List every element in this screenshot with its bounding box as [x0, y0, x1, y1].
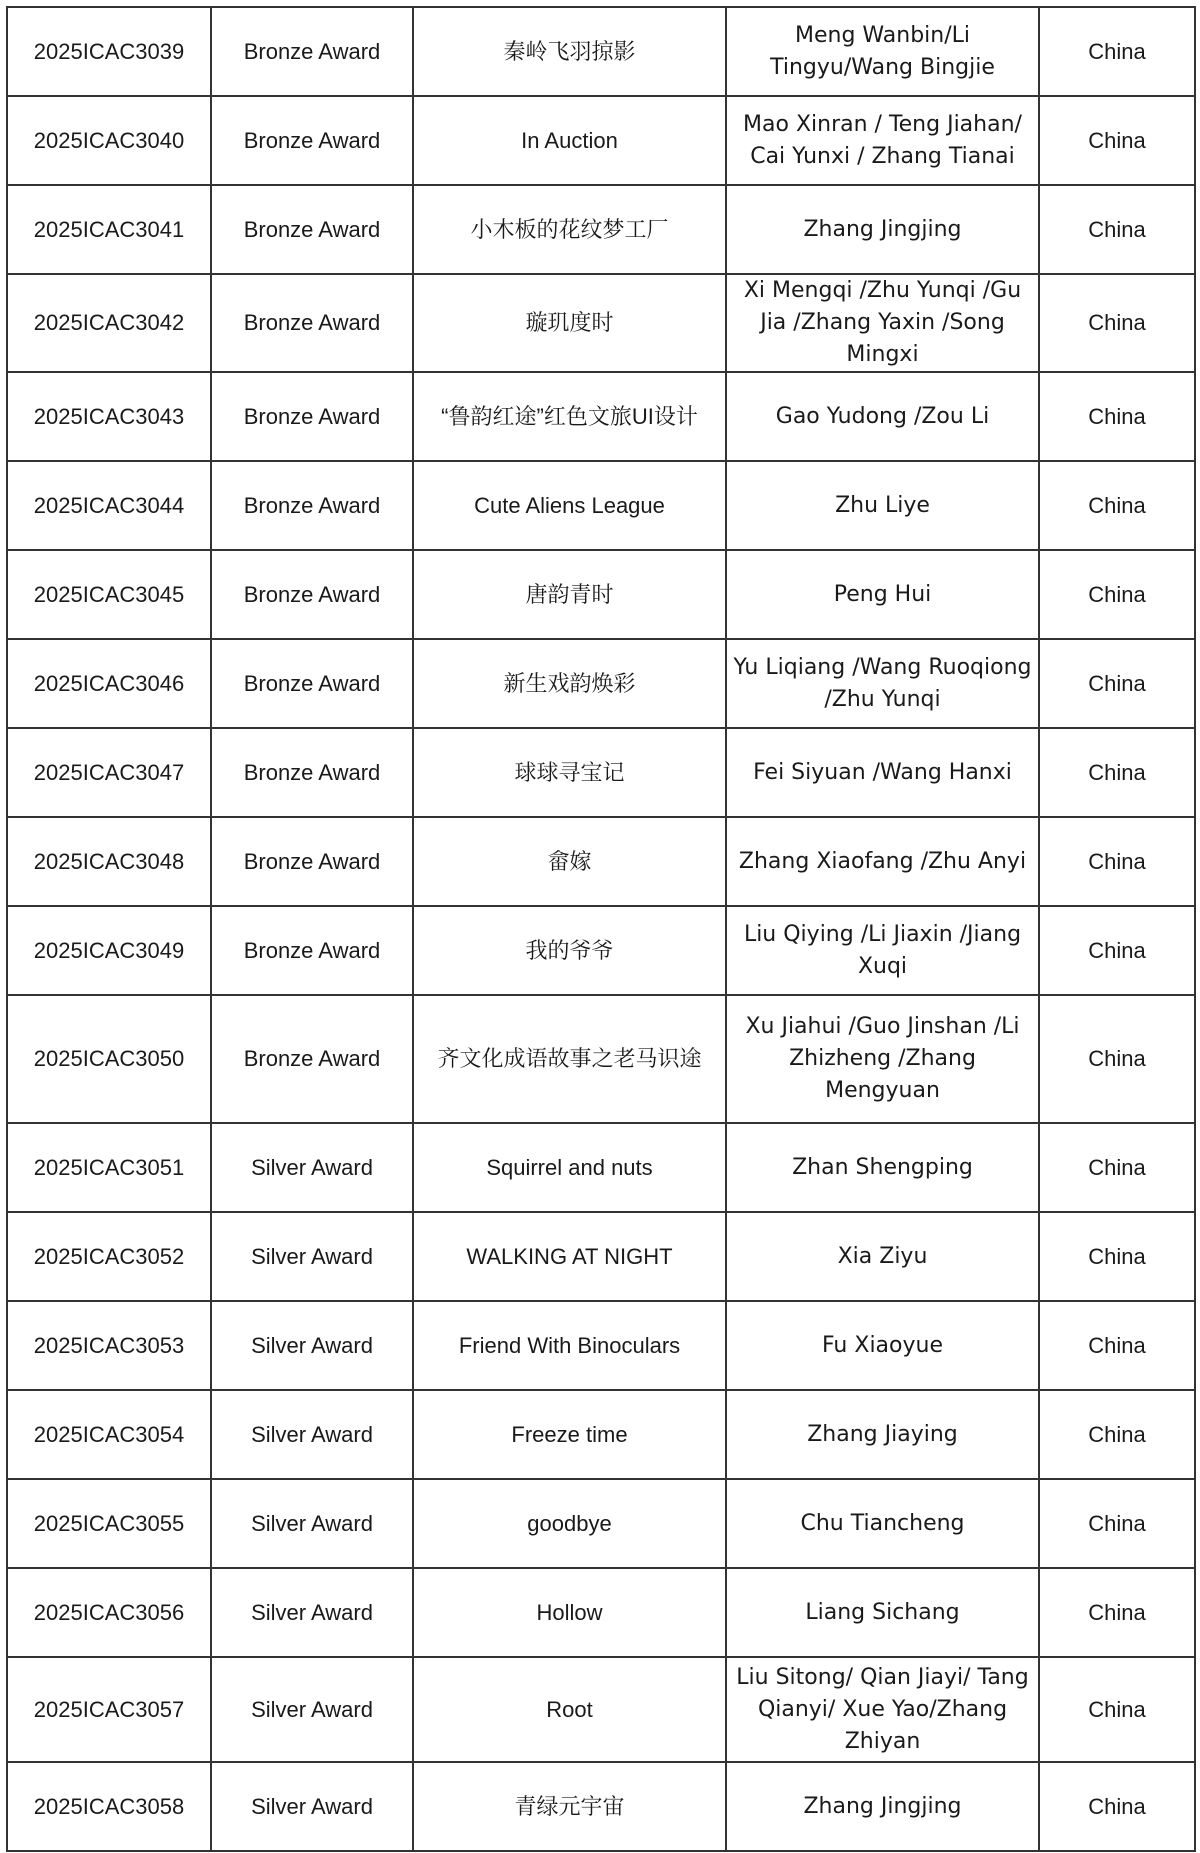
table-row: [7, 7, 1195, 96]
country: China: [1039, 1123, 1195, 1212]
author-names: Mao Xinran / Teng Jiahan/ Cai Yunxi / Zhang Tianai: [726, 96, 1039, 185]
author-names: Gao Yudong /Zou Li: [726, 372, 1039, 461]
award-level: Silver Award: [211, 1390, 413, 1479]
work-title: 青绿元宇宙: [413, 1762, 726, 1851]
table-row: [7, 185, 1195, 274]
work-title: 齐文化成语故事之老马识途: [413, 995, 726, 1123]
country: China: [1039, 7, 1195, 96]
entry-id: 2025ICAC3043: [7, 372, 211, 461]
table-row: [7, 1301, 1195, 1390]
country: China: [1039, 1657, 1195, 1762]
award-level: Silver Award: [211, 1479, 413, 1568]
entry-id: 2025ICAC3058: [7, 1762, 211, 1851]
table-row: [7, 817, 1195, 906]
author-names: Zhang Jingjing: [726, 185, 1039, 274]
entry-id: 2025ICAC3054: [7, 1390, 211, 1479]
entry-id: 2025ICAC3041: [7, 185, 211, 274]
country: China: [1039, 461, 1195, 550]
country: China: [1039, 1762, 1195, 1851]
table-row: [7, 639, 1195, 728]
award-results-table: [6, 6, 1196, 1852]
entry-id: 2025ICAC3053: [7, 1301, 211, 1390]
work-title: 我的爷爷: [413, 906, 726, 995]
author-names: Zhan Shengping: [726, 1123, 1039, 1212]
work-title: In Auction: [413, 96, 726, 185]
work-title: 小木板的花纹梦工厂: [413, 185, 726, 274]
work-title: Freeze time: [413, 1390, 726, 1479]
award-level: Bronze Award: [211, 461, 413, 550]
table-row: [7, 274, 1195, 372]
country: China: [1039, 728, 1195, 817]
work-title: Hollow: [413, 1568, 726, 1657]
author-names: Xi Mengqi /Zhu Yunqi /Gu Jia /Zhang Yaxin /Song Mingxi: [726, 274, 1039, 372]
award-level: Bronze Award: [211, 372, 413, 461]
work-title: 唐韵青时: [413, 550, 726, 639]
author-names: Liu Qiying /Li Jiaxin /Jiang Xuqi: [726, 906, 1039, 995]
entry-id: 2025ICAC3056: [7, 1568, 211, 1657]
award-level: Bronze Award: [211, 817, 413, 906]
author-names: Fu Xiaoyue: [726, 1301, 1039, 1390]
country: China: [1039, 1212, 1195, 1301]
country: China: [1039, 1568, 1195, 1657]
table-row: [7, 1212, 1195, 1301]
author-names: Zhang Jingjing: [726, 1762, 1039, 1851]
award-level: Silver Award: [211, 1657, 413, 1762]
author-names: Chu Tiancheng: [726, 1479, 1039, 1568]
entry-id: 2025ICAC3046: [7, 639, 211, 728]
author-names: Zhu Liye: [726, 461, 1039, 550]
table-row: [7, 1390, 1195, 1479]
award-level: Silver Award: [211, 1212, 413, 1301]
award-level: Bronze Award: [211, 728, 413, 817]
table-row: [7, 1657, 1195, 1762]
award-level: Bronze Award: [211, 550, 413, 639]
author-names: Meng Wanbin/Li Tingyu/Wang Bingjie: [726, 7, 1039, 96]
table-row: [7, 461, 1195, 550]
country: China: [1039, 185, 1195, 274]
author-names: Xia Ziyu: [726, 1212, 1039, 1301]
table-row: [7, 1568, 1195, 1657]
country: China: [1039, 639, 1195, 728]
author-names: Zhang Jiaying: [726, 1390, 1039, 1479]
work-title: WALKING AT NIGHT: [413, 1212, 726, 1301]
entry-id: 2025ICAC3050: [7, 995, 211, 1123]
table-row: [7, 906, 1195, 995]
author-names: Zhang Xiaofang /Zhu Anyi: [726, 817, 1039, 906]
work-title: 畲嫁: [413, 817, 726, 906]
entry-id: 2025ICAC3045: [7, 550, 211, 639]
award-level: Silver Award: [211, 1568, 413, 1657]
work-title: “鲁韵红途”红色文旅UI设计: [413, 372, 726, 461]
table-row: [7, 550, 1195, 639]
award-level: Bronze Award: [211, 185, 413, 274]
entry-id: 2025ICAC3044: [7, 461, 211, 550]
country: China: [1039, 995, 1195, 1123]
entry-id: 2025ICAC3048: [7, 817, 211, 906]
entry-id: 2025ICAC3042: [7, 274, 211, 372]
table-row: [7, 372, 1195, 461]
author-names: Peng Hui: [726, 550, 1039, 639]
author-names: Yu Liqiang /Wang Ruoqiong /Zhu Yunqi: [726, 639, 1039, 728]
award-level: Bronze Award: [211, 906, 413, 995]
author-names: Xu Jiahui /Guo Jinshan /Li Zhizheng /Zhang Mengyuan: [726, 995, 1039, 1123]
award-level: Silver Award: [211, 1301, 413, 1390]
country: China: [1039, 1301, 1195, 1390]
country: China: [1039, 372, 1195, 461]
table-row: [7, 96, 1195, 185]
work-title: 新生戏韵焕彩: [413, 639, 726, 728]
entry-id: 2025ICAC3057: [7, 1657, 211, 1762]
table-row: [7, 1123, 1195, 1212]
country: China: [1039, 274, 1195, 372]
table-row: [7, 1479, 1195, 1568]
entry-id: 2025ICAC3047: [7, 728, 211, 817]
entry-id: 2025ICAC3052: [7, 1212, 211, 1301]
work-title: Friend With Binoculars: [413, 1301, 726, 1390]
country: China: [1039, 1479, 1195, 1568]
entry-id: 2025ICAC3055: [7, 1479, 211, 1568]
table-row: [7, 728, 1195, 817]
entry-id: 2025ICAC3051: [7, 1123, 211, 1212]
table-row: [7, 1762, 1195, 1851]
entry-id: 2025ICAC3040: [7, 96, 211, 185]
work-title: Squirrel and nuts: [413, 1123, 726, 1212]
country: China: [1039, 1390, 1195, 1479]
work-title: 秦岭飞羽掠影: [413, 7, 726, 96]
entry-id: 2025ICAC3049: [7, 906, 211, 995]
award-level: Bronze Award: [211, 7, 413, 96]
award-level: Silver Award: [211, 1123, 413, 1212]
work-title: 球球寻宝记: [413, 728, 726, 817]
award-level: Bronze Award: [211, 995, 413, 1123]
author-names: Liu Sitong/ Qian Jiayi/ Tang Qianyi/ Xue Yao/Zhang Zhiyan: [726, 1657, 1039, 1762]
results-table-body: [7, 7, 1195, 1851]
author-names: Liang Sichang: [726, 1568, 1039, 1657]
table-row: [7, 995, 1195, 1123]
country: China: [1039, 906, 1195, 995]
entry-id: 2025ICAC3039: [7, 7, 211, 96]
award-level: Bronze Award: [211, 639, 413, 728]
work-title: Cute Aliens League: [413, 461, 726, 550]
country: China: [1039, 817, 1195, 906]
award-level: Bronze Award: [211, 96, 413, 185]
work-title: 璇玑度时: [413, 274, 726, 372]
work-title: Root: [413, 1657, 726, 1762]
country: China: [1039, 96, 1195, 185]
author-names: Fei Siyuan /Wang Hanxi: [726, 728, 1039, 817]
work-title: goodbye: [413, 1479, 726, 1568]
award-level: Silver Award: [211, 1762, 413, 1851]
award-level: Bronze Award: [211, 274, 413, 372]
country: China: [1039, 550, 1195, 639]
